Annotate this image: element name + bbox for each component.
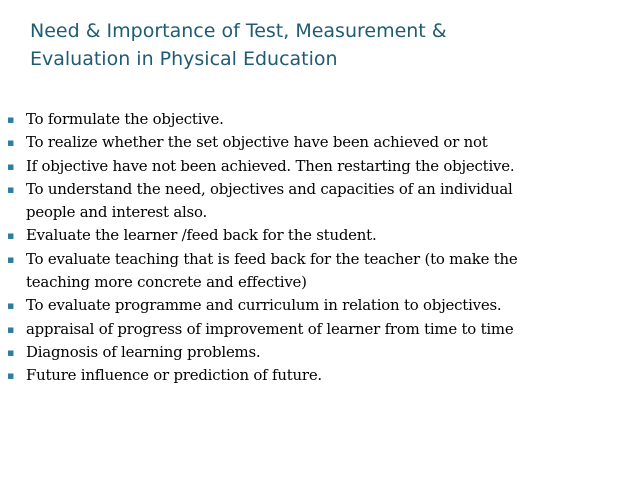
square-bullet-icon: ▪ (7, 252, 15, 266)
bullet-item-future-prediction (0, 364, 636, 387)
bullet-line: To formulate the objective. (26, 110, 224, 128)
bullet-text (26, 224, 636, 247)
square-bullet-icon: ▪ (7, 345, 15, 359)
bullet-item-understand-needs (0, 178, 636, 225)
bullet-text (26, 341, 636, 364)
bullet-text (26, 155, 636, 178)
square-bullet-icon: ▪ (7, 182, 15, 196)
bullet-item-appraisal-progress (0, 318, 636, 341)
bullet-line: appraisal of progress of improvement of learner from time to time (26, 319, 514, 338)
bullet-line: To realize whether the set objective have been achieved or not (26, 133, 488, 152)
bullet-item-evaluate-programme (0, 294, 636, 317)
slide-title (30, 17, 620, 73)
square-bullet-icon: ▪ (7, 299, 15, 313)
bullet-text (26, 178, 636, 225)
bullet-item-formulate-objective (0, 108, 636, 131)
bullet-line: If objective have not been achieved. Then restarting the objective. (26, 156, 515, 175)
bullet-line: To evaluate teaching that is feed back for the teacher (to make the (26, 249, 518, 268)
bullet-text (26, 364, 636, 387)
bullet-line: Evaluate the learner /feed back for the student. (26, 226, 377, 245)
square-bullet-icon: ▪ (7, 369, 15, 383)
bullet-line: teaching more concrete and effective) (26, 273, 307, 292)
square-bullet-icon: ▪ (7, 229, 15, 243)
square-bullet-icon: ▪ (7, 136, 15, 150)
bullet-line: Future influence or prediction of future. (26, 366, 322, 385)
bullet-line: people and interest also. (26, 203, 208, 222)
bullet-line: Diagnosis of learning problems. (26, 342, 261, 361)
bullet-item-diagnosis (0, 341, 636, 364)
bullet-text (26, 318, 636, 341)
slide-title-line-1: Need & Importance of Test, Measurement & (30, 20, 447, 42)
bullet-item-realize-objective (0, 131, 636, 154)
bullet-text (26, 108, 636, 131)
square-bullet-icon: ▪ (7, 322, 15, 336)
bullet-item-evaluate-teaching (0, 248, 636, 295)
square-bullet-icon: ▪ (7, 159, 15, 173)
square-bullet-icon: ▪ (7, 113, 15, 126)
bullet-line: To evaluate programme and curriculum in relation to objectives. (26, 296, 502, 315)
bullet-line: To understand the need, objectives and capacities of an individual (26, 179, 513, 198)
bullet-item-evaluate-learner (0, 224, 636, 247)
bullet-item-restart-objective (0, 155, 636, 178)
bullet-list (0, 108, 636, 388)
bullet-text (26, 294, 636, 317)
bullet-text (26, 131, 636, 154)
slide-title-line-2: Evaluation in Physical Education (30, 48, 338, 70)
bullet-text (26, 248, 636, 295)
